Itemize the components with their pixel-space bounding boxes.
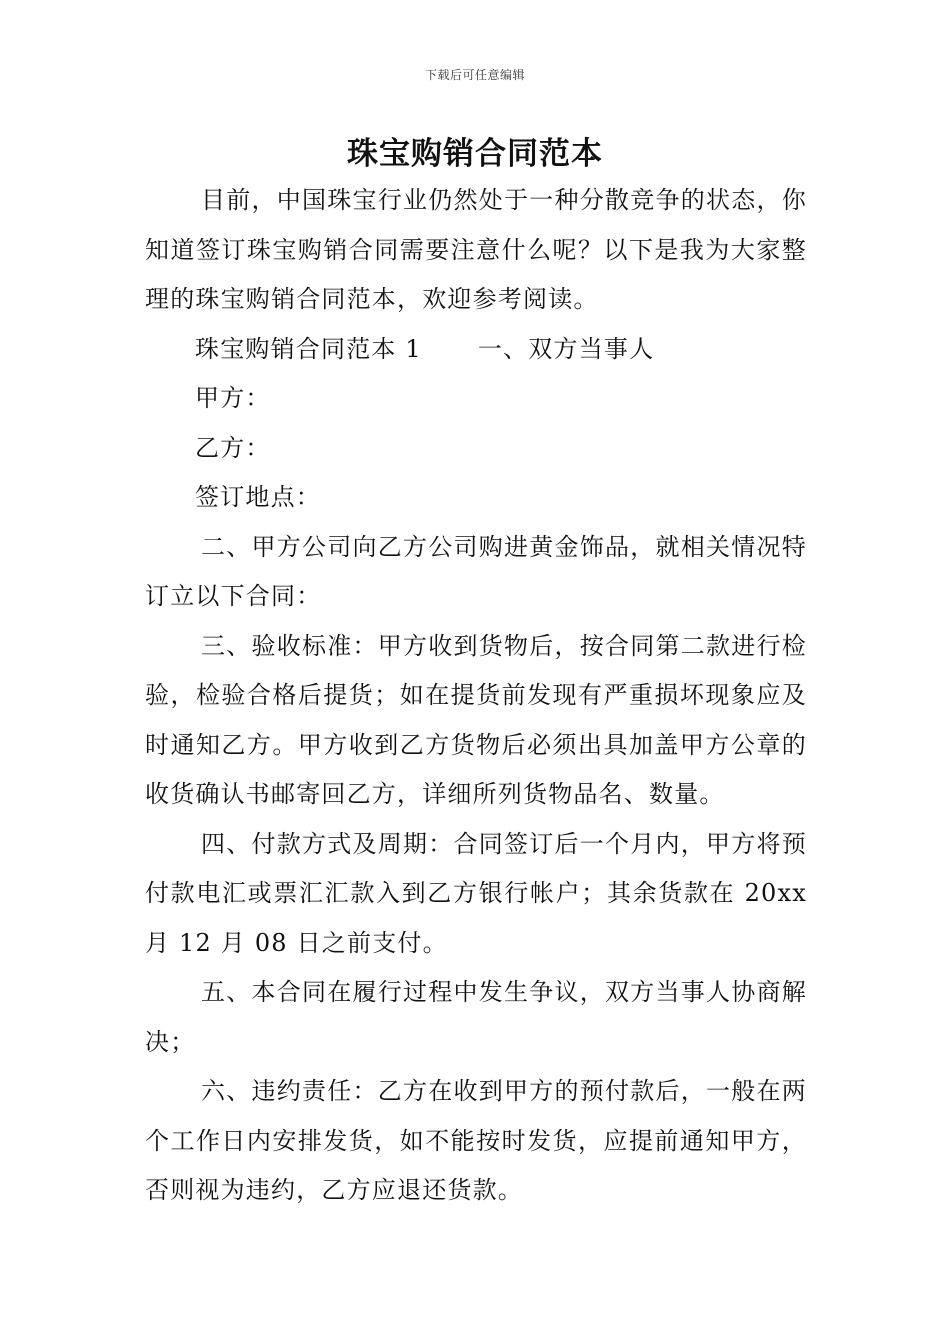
header-note: 下载后可任意编辑 xyxy=(424,68,525,82)
party-b-line: 乙方： xyxy=(195,433,271,462)
clause-5-paragraph: 五、本合同在履行过程中发生争议，双方当事人协商解决； xyxy=(145,978,807,1056)
document-body xyxy=(145,176,807,1216)
document-title: 珠宝购销合同范本 xyxy=(347,136,603,172)
clause-6-paragraph: 六、违约责任：乙方在收到甲方的预付款后，一般在两个工作日内安排发货，如不能按时发货，应提前通知甲方，否则视为违约，乙方应退还货款。 xyxy=(145,1077,807,1204)
clause-1-heading: 一、双方当事人 xyxy=(477,334,655,363)
signing-place-line: 签订地点： xyxy=(195,483,321,511)
clause-2-paragraph: 二、甲方公司向乙方公司购进黄金饰品，就相关情况特订立以下合同： xyxy=(145,532,807,610)
party-a-line: 甲方： xyxy=(195,384,271,412)
clause-3-paragraph: 三、验收标准：甲方收到货物后，按合同第二款进行检验，检验合格后提货；如在提货前发现有严重损坏现象应及时通知乙方。甲方收到乙方货物后必须出具加盖甲方公章的收货确认书邮寄回乙方，详细所列货物品名、数量。 xyxy=(145,631,807,808)
clause-4-paragraph: 四、付款方式及周期：合同签订后一个月内，甲方将预付款电汇或票汇汇款入到乙方银行帐户；其余货款在 20xx 月 12 月 08 日之前支付。 xyxy=(145,829,807,957)
intro-paragraph: 目前，中国珠宝行业仍然处于一种分散竞争的状态，你知道签订珠宝购销合同需要注意什么呢？以下是我为大家整理的珠宝购销合同范本，欢迎参考阅读。 xyxy=(145,186,807,313)
section-label: 珠宝购销合同范本 1 xyxy=(195,334,422,363)
section-heading-line xyxy=(145,325,807,375)
